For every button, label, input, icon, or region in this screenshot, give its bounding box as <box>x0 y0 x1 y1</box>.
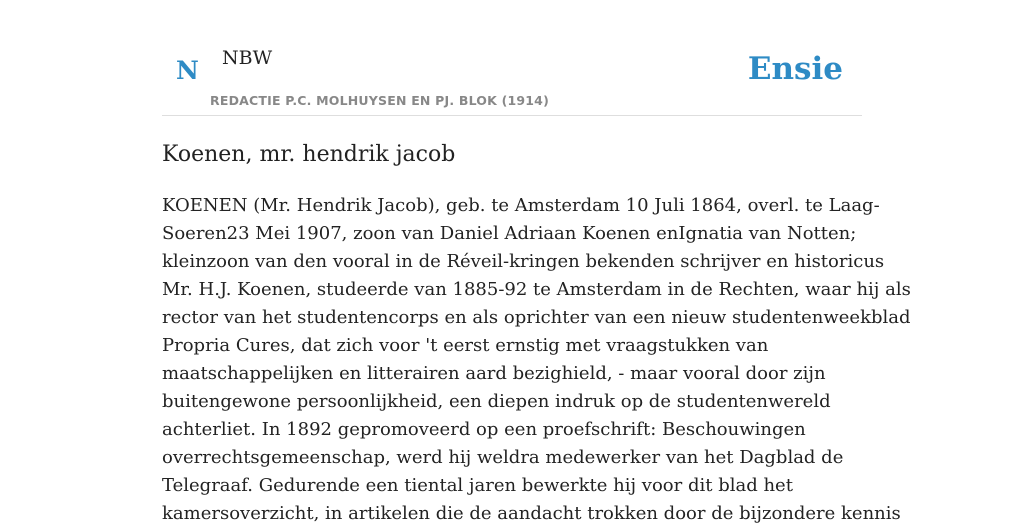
source-logo[interactable]: N <box>176 56 199 85</box>
article-title: Koenen, mr. hendrik jacob <box>162 142 456 167</box>
article-line: overrechtsgemeenschap, werd hij weldra medewerker van het Dagblad de <box>162 447 844 468</box>
article-line: Propria Cures, dat zich voor 't eerst ernstig met vraagstukken van <box>162 335 769 356</box>
article-line: maatschappelijken en litterairen aard bezighield, - maar vooral door zijn <box>162 363 826 384</box>
article-body <box>162 192 911 528</box>
source-subtitle: REDACTIE P.C. MOLHUYSEN EN PJ. BLOK (1914) <box>210 93 549 108</box>
article-line: KOENEN (Mr. Hendrik Jacob), geb. te Amsterdam 10 Juli 1864, overl. te Laag- <box>162 195 880 216</box>
article-line: kleinzoon van den vooral in de Réveil-kringen bekenden schrijver en historicus <box>162 251 885 272</box>
article-line: Telegraaf. Gedurende een tiental jaren bewerkte hij voor dit blad het <box>162 475 793 496</box>
article-line: Soeren23 Mei 1907, zoon van Daniel Adriaan Koenen enIgnatia van Notten; <box>162 223 857 244</box>
article-line: buitengewone persoonlijkheid, een diepen indruk op de studentenwereld <box>162 391 831 412</box>
source-name-link[interactable]: NBW <box>222 47 273 69</box>
article-line: kamersoverzicht, in artikelen die de aandacht trokken door de bijzondere kennis <box>162 503 901 524</box>
brand-logo-link[interactable]: Ensie <box>747 51 843 87</box>
article-line: Mr. H.J. Koenen, studeerde van 1885-92 te Amsterdam in de Rechten, waar hij als <box>162 279 911 300</box>
site-header <box>162 0 862 116</box>
article-line: achterliet. In 1892 gepromoveerd op een proefschrift: Beschouwingen <box>162 419 806 440</box>
article-line: rector van het studentencorps en als oprichter van een nieuw studentenweekblad <box>162 307 911 328</box>
